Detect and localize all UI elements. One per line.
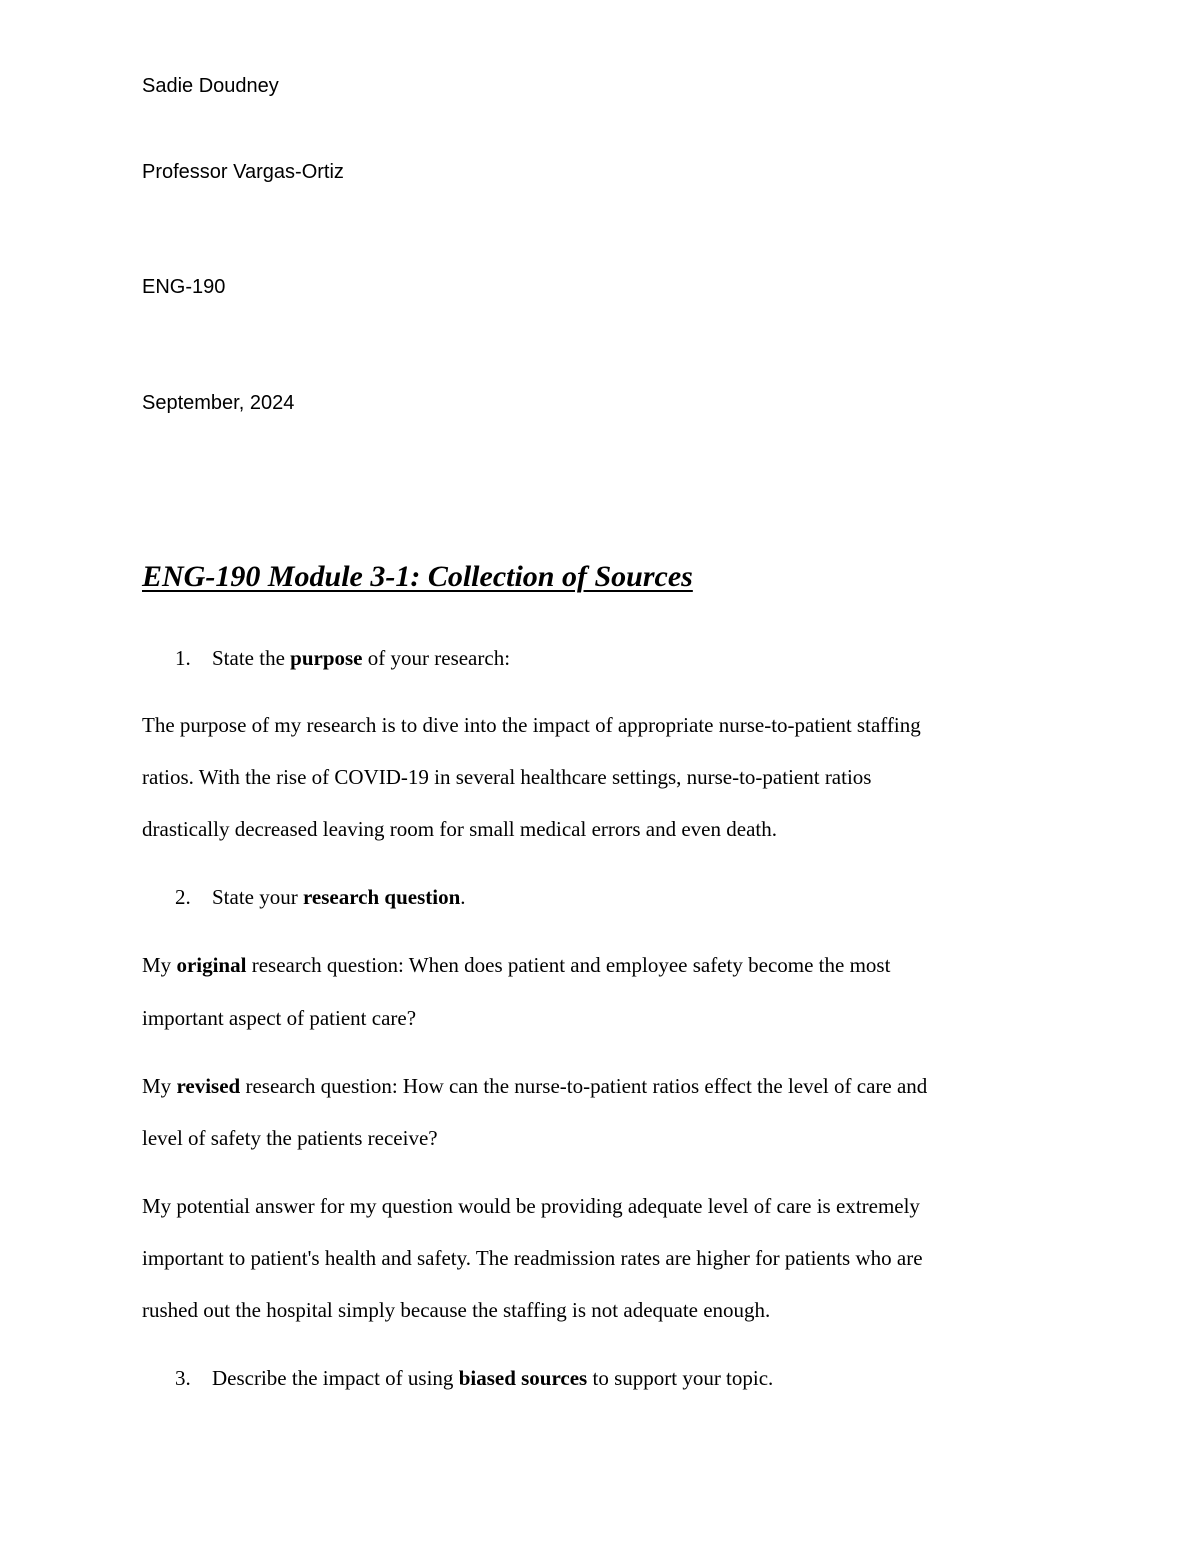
question-2-emphasis: research question bbox=[302, 885, 461, 909]
document-title: ENG-190 Module 3-1: Collection of Sources bbox=[142, 560, 693, 593]
original-pre: My bbox=[142, 953, 177, 977]
question-3-post: to support your topic. bbox=[587, 1366, 774, 1390]
question-2-post: . bbox=[460, 885, 466, 909]
question-3-text bbox=[212, 1365, 773, 1391]
paragraph-line: important aspect of patient care? bbox=[142, 1006, 417, 1030]
question-3-number: 3. bbox=[175, 1366, 191, 1390]
paragraph-line: My potential answer for my question would be providing adequate level of care is extremely bbox=[142, 1194, 920, 1218]
question-2-number: 2. bbox=[175, 885, 191, 909]
question-1-emphasis: purpose bbox=[290, 646, 363, 670]
course-code: ENG-190 bbox=[142, 276, 226, 298]
paragraph-line: rushed out the hospital simply because the staffing is not adequate enough. bbox=[142, 1298, 771, 1322]
paragraph-line bbox=[142, 952, 890, 978]
revised-emphasis: revised bbox=[176, 1074, 241, 1098]
student-name: Sadie Doudney bbox=[142, 75, 279, 97]
paragraph-line: important to patient's health and safety. The readmission rates are higher for patients who are bbox=[142, 1246, 923, 1270]
question-1-post: of your research: bbox=[362, 646, 511, 670]
question-3-pre: Describe the impact of using bbox=[212, 1366, 459, 1390]
revised-post: research question: How can the nurse-to-patient ratios effect the level of care and bbox=[240, 1074, 928, 1098]
revised-pre: My bbox=[142, 1074, 177, 1098]
question-2-pre: State your bbox=[212, 885, 303, 909]
question-2-text bbox=[212, 884, 466, 910]
question-1-number: 1. bbox=[175, 646, 191, 670]
paragraph-line: drastically decreased leaving room for small medical errors and even death. bbox=[142, 817, 777, 841]
date: September, 2024 bbox=[142, 392, 295, 414]
question-3-emphasis: biased sources bbox=[458, 1366, 588, 1390]
paragraph-line: ratios. With the rise of COVID-19 in several healthcare settings, nurse-to-patient ratios bbox=[142, 765, 872, 789]
original-emphasis: original bbox=[176, 953, 247, 977]
paragraph-line: level of safety the patients receive? bbox=[142, 1126, 438, 1150]
paragraph-line bbox=[142, 1073, 927, 1099]
paragraph-line: The purpose of my research is to dive into the impact of appropriate nurse-to-patient staffing bbox=[142, 713, 921, 737]
question-1-text bbox=[212, 645, 510, 671]
question-1-pre: State the bbox=[212, 646, 291, 670]
original-post: research question: When does patient and employee safety become the most bbox=[246, 953, 891, 977]
professor-name: Professor Vargas-Ortiz bbox=[142, 161, 344, 183]
